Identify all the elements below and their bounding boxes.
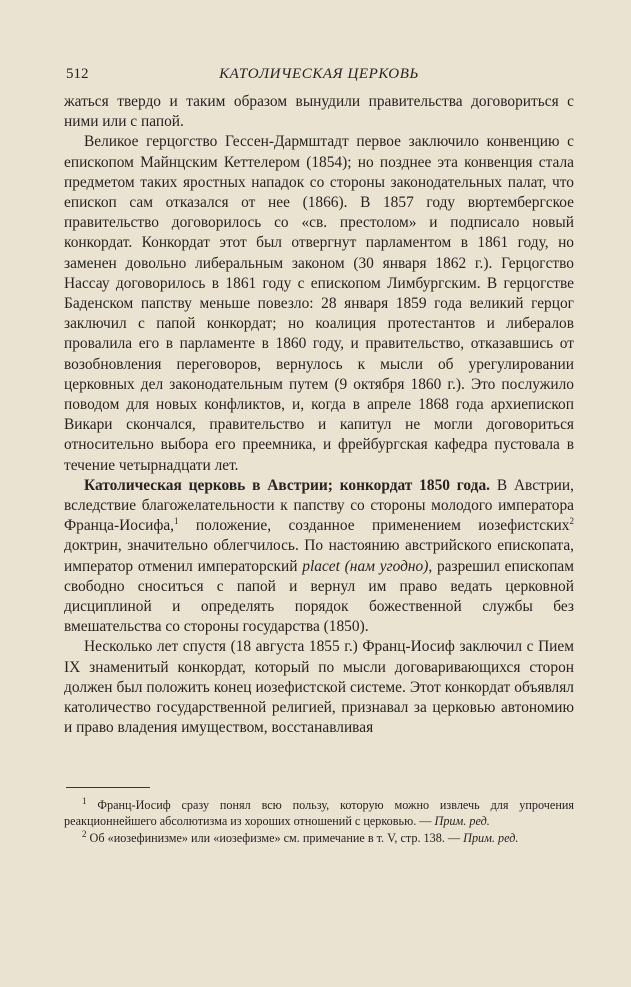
text-fragment: доктрин, значительно облегчилось. По настоянию австрийского епископата, император отменил императорский — [64, 537, 574, 575]
footnote-ref-2[interactable]: 2 — [569, 516, 574, 527]
page-number: 512 — [66, 66, 89, 82]
footnote-1-editor-note: Прим. ред. — [434, 814, 490, 829]
running-title: КАТОЛИЧЕСКАЯ ЦЕРКОВЬ — [219, 66, 419, 82]
paragraph-austria-section — [64, 476, 574, 638]
footnote-1-text: Франц-Иосиф сразу понял всю пользу, которую можно извлечь для упрочения реакционнейшего абсолютизма из хороших отношений с церковью. — — [64, 798, 574, 829]
text-fragment: , разрешил епископам свободно сноситься с папой и вернул им право ведать церковной дисциплиной и определять порядок божественной службы без вмешательства со стороны государства (1850). — [64, 557, 574, 636]
section-title: Католическая церковь в Австрии; конкордат 1850 года. — [84, 476, 490, 494]
footnote-divider — [66, 787, 150, 788]
footnote-2 — [64, 830, 574, 846]
main-text — [64, 92, 574, 739]
footnote-ref-1[interactable]: 1 — [174, 516, 179, 527]
footnote-mark-2: 2 — [82, 829, 87, 840]
text-fragment: В Австрии, вследствие благожелательности к папству со стороны молодого императора Франца-Иосифа, — [64, 476, 574, 535]
footnote-mark-1: 1 — [82, 795, 87, 806]
page-header — [66, 66, 572, 90]
paragraph-continuation: жаться твердо и таким образом вынудили правительства договориться с ними или с папой. — [64, 93, 574, 131]
paragraph-hesse-wurttemberg-baden: Великое герцогство Гессен-Дармштадт первое заключило конвенцию с епископом Майнцским Кеттелером (1854); но позднее эта конвенция стала предметом таких яростных нападок со стороны законодательных палат, что епископ сам отказался от нее (1866). В 1857 году вюртембергское правительство договорилось со «св. престолом» и подписало новый конкордат. Конкордат этот был отвергнут парламентом в 1861 году, но заменен довольно либеральным законом (30 января 1862 г.). Герцогство Нассау договорилось в 1861 году с епископом Лимбургским. В герцогстве Баденском папству меньше повезло: 28 января 1859 года великий герцог заключил с папой конкордат; но коалиция протестантов и либералов провалила его в парламенте в 1860 году, и правительство, отказавшись от возобновления переговоров, вернулось к мысли об урегулировании церковных дел законодательным путем (9 октября 1860 г.). Это послужило поводом для новых конфликтов, и, когда в апреле 1868 года архиепископ Викари скончался, правительство и капитул не могли договориться относительно выбора его преемника, и фрейбургская кафедра пустовала в течение четырнадцати лет. — [64, 133, 574, 474]
placet-term: placet (нам угодно) — [302, 557, 429, 575]
paragraph-concordat-1855: Несколько лет спустя (18 августа 1855 г.) Франц-Иосиф заключил с Пием IX знаменитый конкордат, который по мысли договаривающихся сторон должен был положить конец иозефистской системе. Этот конкордат объявлял католичество государственной религией, признавал за церковью автономию и право владения имуществом, восстанавливая — [64, 638, 574, 737]
footnotes — [64, 797, 574, 848]
footnote-2-editor-note: Прим. ред. — [463, 831, 519, 846]
text-fragment: положение, созданное применением иозефистских — [178, 517, 570, 535]
footnote-2-text: Об «иозефинизме» или «иозефизме» см. примечание в т. V, стр. 138. — — [86, 831, 464, 846]
footnote-1 — [64, 797, 574, 829]
